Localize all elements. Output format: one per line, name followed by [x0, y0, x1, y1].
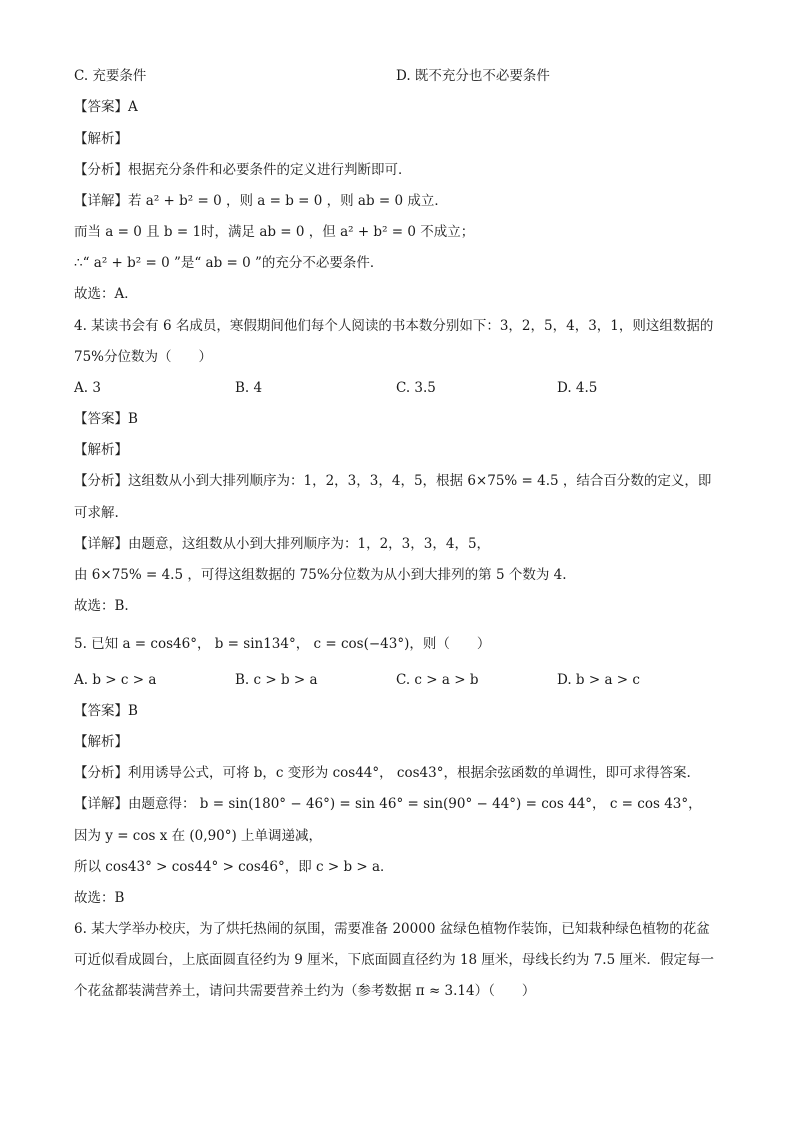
q5-detail-3: 所以 cos43° > cos44° > cos46°，即 c > b > a． — [74, 859, 394, 875]
q6-stem-line-3: 个花盆都装满营养土，请问共需要营养土约为（参考数据 π ≈ 3.14）（ ） — [74, 983, 536, 999]
q5-fenxi: 【分析】利用诱导公式，可将 b，c 变形为 cos44°， cos43°，根据余弦函数的单调性，即可求得答案. — [74, 765, 691, 781]
q6-stem-line-2: 可近似看成圆台，上底面圆直径约为 9 厘米，下底面圆直径约为 18 厘米，母线长约为 7.5 厘米．假定每一 — [74, 952, 714, 968]
q4-answer: 【答案】B — [74, 411, 138, 427]
prev-analysis-label: 【解析】 — [74, 131, 128, 147]
q4-stem-line-1: 4. 某读书会有 6 名成员，寒假期间他们每个人阅读的书本数分别如下：3，2，5，4，3，1，则这组数据的 — [74, 318, 714, 334]
prev-detail-2: 而当 a = 0 且 b = 1时，满足 ab = 0 ，但 a² + b² = 0 不成立； — [74, 224, 475, 240]
q5-option-c: C. c > a > b — [396, 672, 479, 688]
q5-analysis-label: 【解析】 — [74, 734, 128, 750]
q5-stem: 5. 已知 a = cos46°， b = sin134°， c = cos(−43°)，则（ ） — [74, 636, 491, 652]
q4-stem-line-2: 75%分位数为（ ） — [74, 349, 213, 365]
q4-fenxi-line-2: 可求解. — [74, 505, 119, 521]
q5-detail-1: 【详解】由题意得： b = sin(180° − 46°) = sin 46° = sin(90° − 44°) = cos 44°， c = cos 43°， — [74, 796, 702, 812]
q4-option-b: B. 4 — [235, 380, 263, 396]
prev-option-c: C. 充要条件 — [74, 68, 147, 84]
q4-detail-1: 【详解】由题意，这组数从小到大排列顺序为：1，2，3，3，4，5， — [74, 536, 491, 552]
prev-option-d: D. 既不充分也不必要条件 — [396, 68, 550, 84]
q4-analysis-label: 【解析】 — [74, 442, 128, 458]
q5-option-b: B. c > b > a — [235, 672, 318, 688]
q4-option-c: C. 3.5 — [396, 380, 436, 396]
q5-answer: 【答案】B — [74, 703, 138, 719]
q6-stem-line-1: 6. 某大学举办校庆，为了烘托热闹的氛围，需要准备 20000 盆绿色植物作装饰，已知栽种绿色植物的花盆 — [74, 921, 710, 937]
q5-option-a: A. b > c > a — [74, 672, 157, 688]
prev-fenxi: 【分析】根据充分条件和必要条件的定义进行判断即可． — [74, 162, 412, 178]
q4-option-a: A. 3 — [74, 380, 101, 396]
q5-detail-2: 因为 y = cos x 在 (0,90°) 上单调递减， — [74, 828, 323, 844]
q4-choice: 故选：B. — [74, 598, 129, 614]
prev-detail-3: ∴“ a² + b² = 0 ”是“ ab = 0 ”的充分不必要条件． — [74, 255, 384, 271]
q4-detail-2: 由 6×75% = 4.5 ，可得这组数据的 75%分位数为从小到大排列的第 5 个数为 4. — [74, 567, 567, 583]
q5-choice: 故选：B — [74, 890, 125, 906]
q5-option-d: D. b > a > c — [557, 672, 640, 688]
prev-answer: 【答案】A — [74, 99, 138, 115]
prev-detail-1: 【详解】若 a² + b² = 0 ，则 a = b = 0 ，则 ab = 0 成立． — [74, 193, 448, 209]
q4-option-d: D. 4.5 — [557, 380, 598, 396]
q4-fenxi-line-1: 【分析】这组数从小到大排列顺序为：1，2，3，3，4，5，根据 6×75% = 4.5 ，结合百分数的定义，即 — [74, 473, 712, 489]
prev-choice: 故选：A． — [74, 286, 138, 302]
